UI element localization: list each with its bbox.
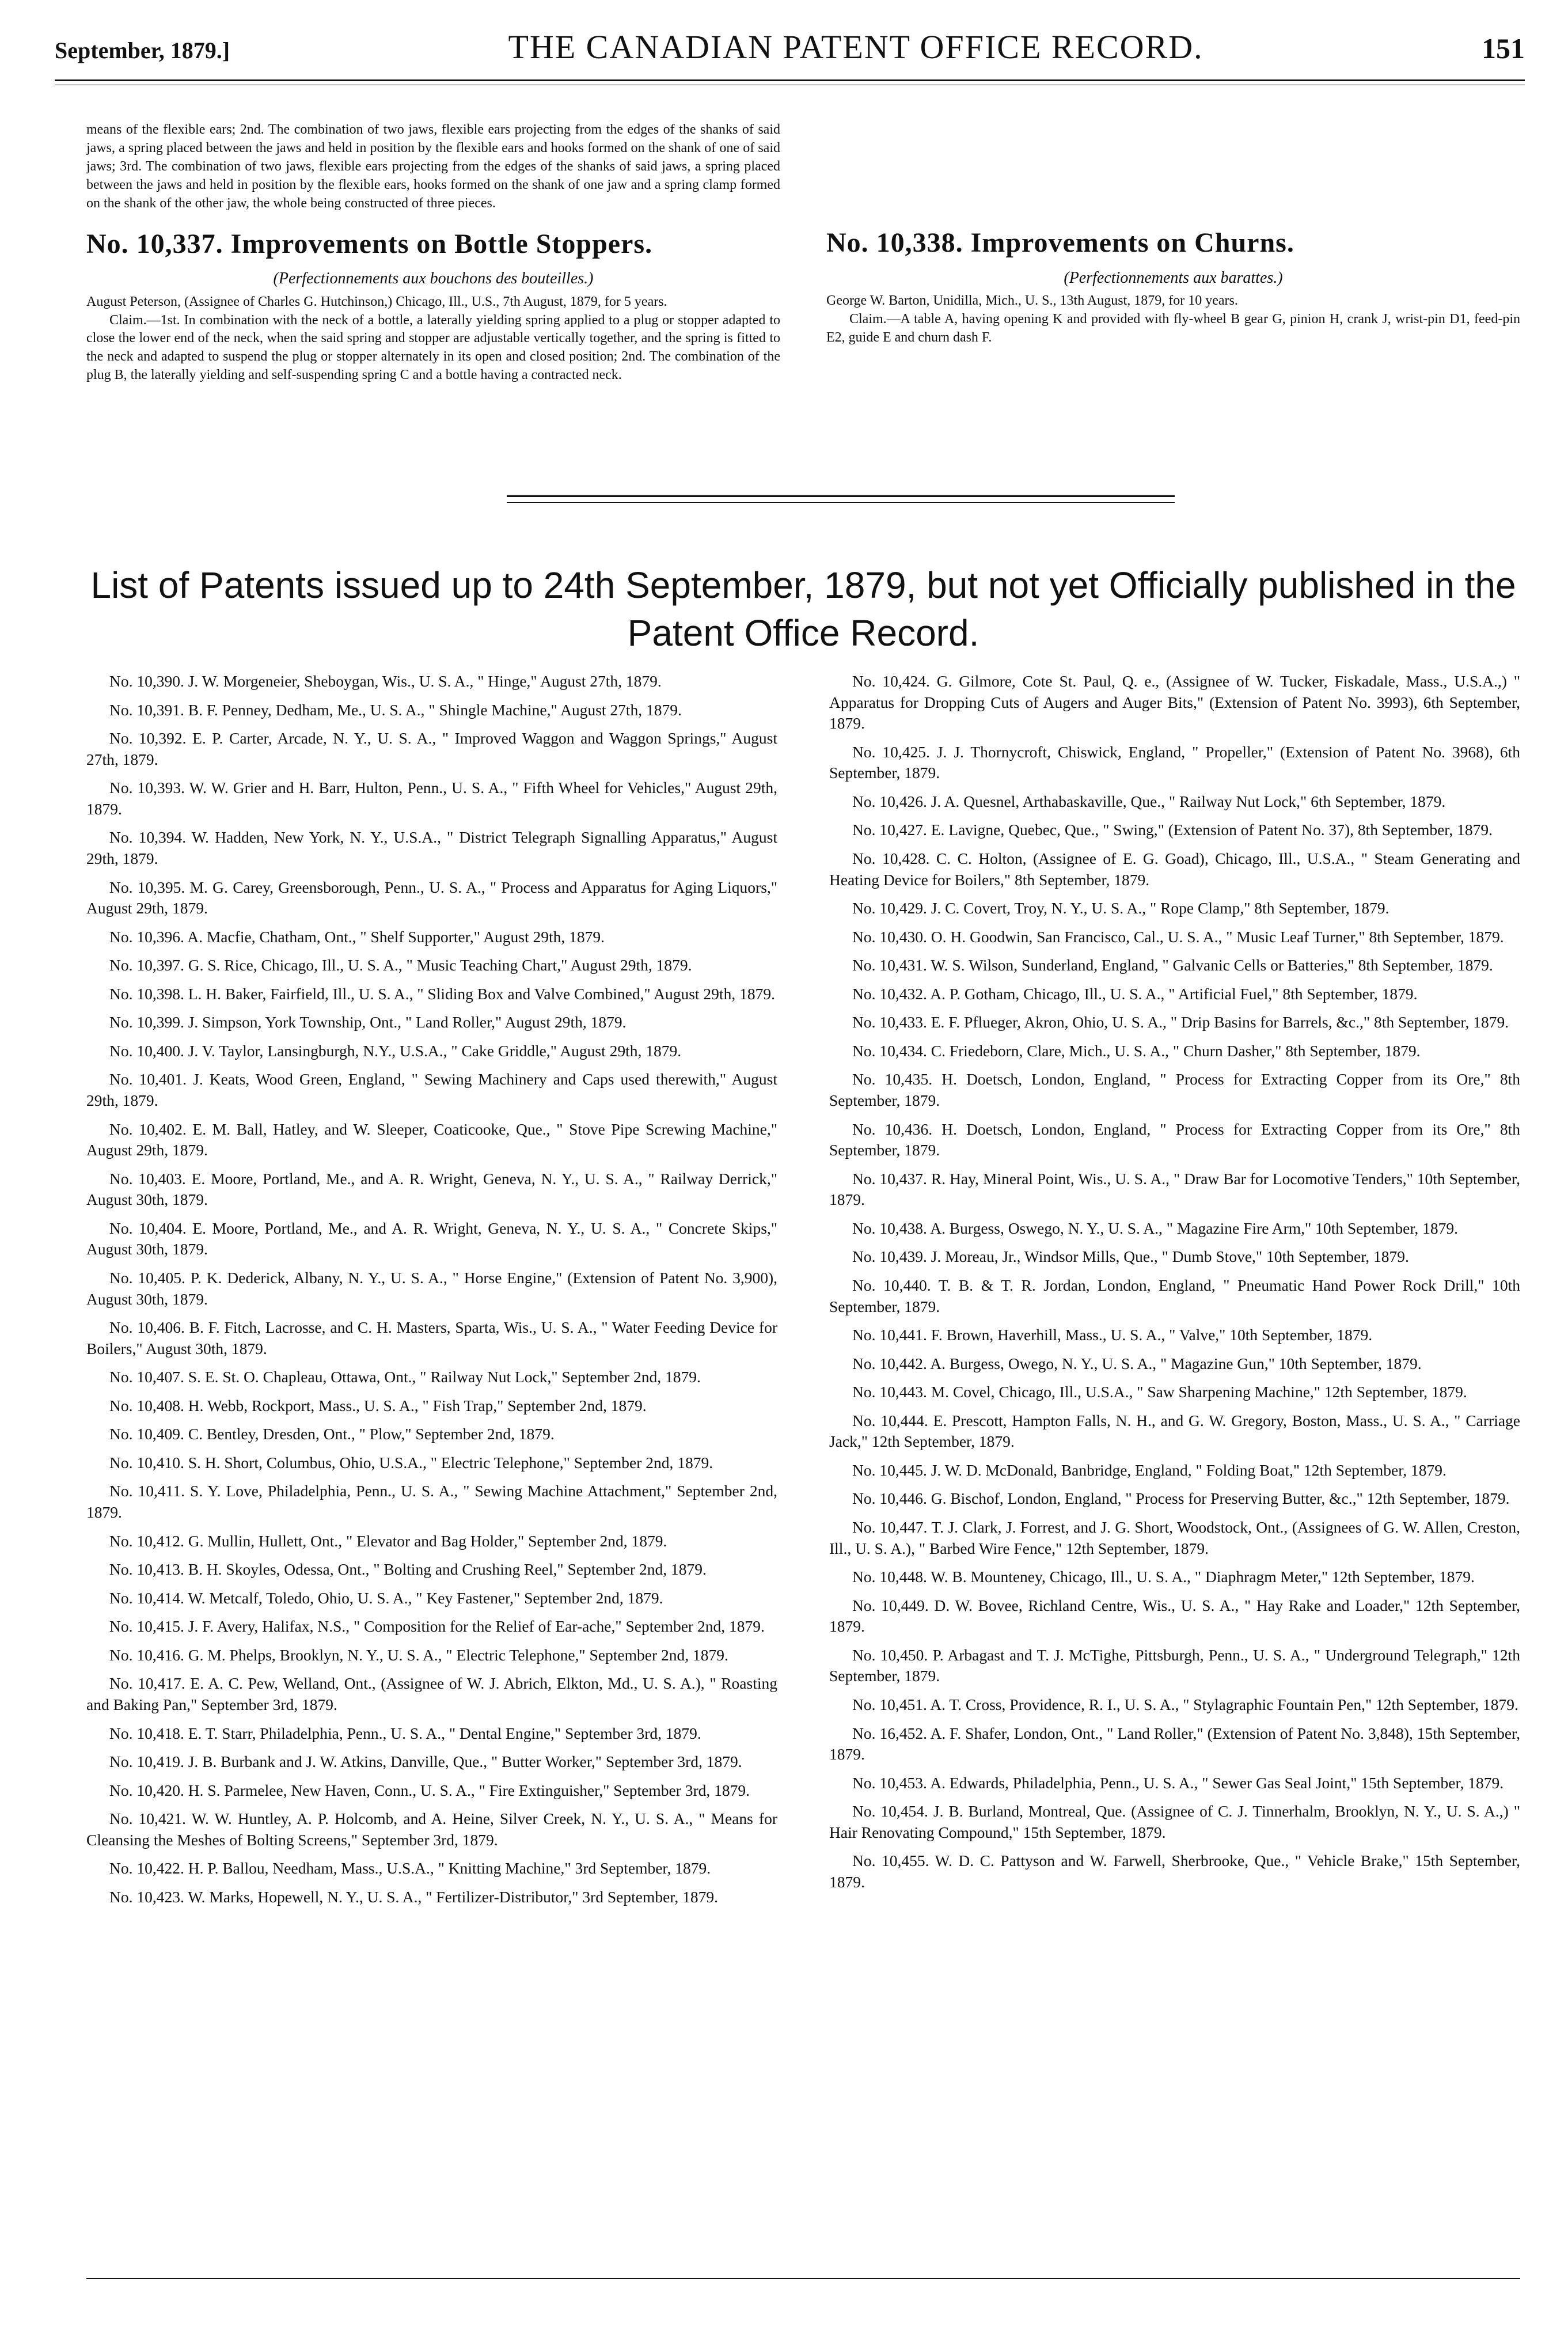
patent-entry: No. 10,411. S. Y. Love, Philadelphia, Penn., U. S. A., " Sewing Machine Attachment," September 2nd, 1879.	[86, 1482, 777, 1521]
section-divider-thin	[507, 502, 1175, 503]
patent-entry: No. 10,454. J. B. Burland, Montreal, Que. (Assignee of C. J. Tinnerhalm, Brooklyn, N. Y., U. S. A.,) " Hair Renovating Compound," 15th September, 1879.	[829, 1802, 1520, 1841]
patent-entry: No. 10,403. E. Moore, Portland, Me., and A. R. Wright, Geneva, N. Y., U. S. A., " Railway Derrick," August 30th, 1879.	[86, 1169, 777, 1209]
patent-10338-grantee: George W. Barton, Unidilla, Mich., U. S., 13th August, 1879, for 10 years.	[826, 293, 1238, 309]
patent-10337-grantee: August Peterson, (Assignee of Charles G. Hutchinson,) Chicago, Ill., U.S., 7th August, 1879, for 5 years.	[86, 294, 667, 309]
patent-entry: No. 10,433. E. F. Pflueger, Akron, Ohio, U. S. A., " Drip Basins for Barrels, &c.," 8th September, 1879.	[852, 1013, 1509, 1032]
patent-entry: No. 10,416. G. M. Phelps, Brooklyn, N. Y., U. S. A., " Electric Telephone," September 2nd, 1879.	[109, 1645, 728, 1664]
patent-list-left-column	[86, 671, 777, 2272]
top-left-column	[86, 121, 780, 484]
patent-entry: No. 10,446. G. Bischof, London, England, " Process for Preserving Butter, &c.," 12th September, 1879.	[852, 1489, 1510, 1508]
patent-entry: No. 10,423. W. Marks, Hopewell, N. Y., U. S. A., " Fertilizer-Distributor," 3rd September, 1879.	[109, 1887, 718, 1906]
patent-entry: No. 10,406. B. F. Fitch, Lacrosse, and C. H. Masters, Sparta, Wis., U. S. A., " Water Feeding Device for Boilers," August 30th, 1879.	[86, 1318, 777, 1357]
patent-entry: No. 10,397. G. S. Rice, Chicago, Ill., U. S. A., " Music Teaching Chart," August 29th, 1879.	[109, 956, 692, 974]
patent-entry: No. 10,412. G. Mullin, Hullett, Ont., " Elevator and Bag Holder," September 2nd, 1879.	[109, 1531, 667, 1550]
journal-title: THE CANADIAN PATENT OFFICE RECORD.	[508, 28, 1203, 66]
patent-entry: No. 10,447. T. J. Clark, J. Forrest, and J. G. Short, Woodstock, Ont., (Assignees of G. W. Allen, Creston, Ill., U. S. A.), " Barbed Wire Fence," 12th September, 1879.	[829, 1518, 1520, 1557]
bottom-rule	[86, 2278, 1520, 2279]
patent-entry: No. 10,398. L. H. Baker, Fairfield, Ill., U. S. A., " Sliding Box and Valve Combined," August 29th, 1879.	[109, 984, 775, 1003]
patent-entry: No. 10,391. B. F. Penney, Dedham, Me., U. S. A., " Shingle Machine," August 27th, 1879.	[109, 700, 682, 719]
patent-entry: No. 10,396. A. Macfie, Chatham, Ont., " Shelf Supporter," August 29th, 1879.	[109, 927, 605, 946]
patent-entry: No. 10,429. J. C. Covert, Troy, N. Y., U. S. A., " Rope Clamp," 8th September, 1879.	[852, 899, 1389, 917]
patent-entry: No. 10,418. E. T. Starr, Philadelphia, Penn., U. S. A., " Dental Engine," September 3rd, 1879.	[109, 1724, 701, 1742]
patent-entry: No. 10,409. C. Bentley, Dresden, Ont., " Plow," September 2nd, 1879.	[109, 1425, 555, 1443]
top-section	[86, 121, 1520, 484]
patent-entry: No. 10,390. J. W. Morgeneier, Sheboygan, Wis., U. S. A., " Hinge," August 27th, 1879.	[109, 672, 662, 690]
continuation-text: means of the flexible ears; 2nd. The combination of two jaws, flexible ears projecting from the edges of the shanks of said jaws, a spring placed between the jaws and held in position by the flexible ears and hooks formed on the shank of one of said jaws; 3rd. The combination of two jaws, flexible ears projecting from the edges of the shanks of said jaws, a spring placed between the jaws and held in position by the flexible ears, hooks formed on the shank of one jaw and a spring clamp formed on the shank of the other jaw, the whole being constructed of three pieces.	[86, 122, 780, 211]
patent-list-right-column	[829, 671, 1520, 2272]
patent-entry: No. 10,455. W. D. C. Pattyson and W. Farwell, Sherbrooke, Que., " Vehicle Brake," 15th September, 1879.	[829, 1852, 1520, 1891]
running-head	[55, 28, 1525, 79]
patent-entry: No. 10,413. B. H. Skoyles, Odessa, Ont., " Bolting and Crushing Reel," September 2nd, 1879.	[109, 1560, 707, 1579]
patent-entry: No. 10,417. E. A. C. Pew, Welland, Ont., (Assignee of W. J. Abrich, Elkton, Md., U. S. A.), " Roasting and Baking Pan," September 3rd, 1879.	[86, 1674, 777, 1713]
header-rule	[55, 79, 1525, 85]
patent-entry: No. 10,437. R. Hay, Mineral Point, Wis., U. S. A., " Draw Bar for Locomotive Tenders," 10th September, 1879.	[829, 1169, 1520, 1209]
header-date: September, 1879.]	[55, 37, 230, 63]
patent-entry: No. 10,443. M. Covel, Chicago, Ill., U.S.A., " Saw Sharpening Machine," 12th September, 1879.	[852, 1383, 1467, 1401]
patent-entry: No. 10,425. J. J. Thornycroft, Chiswick, England, " Propeller," (Extension of Patent No. 3968), 6th September, 1879.	[829, 742, 1520, 782]
page-number: 151	[1481, 32, 1525, 65]
patent-entry: No. 10,440. T. B. & T. R. Jordan, London, England, " Pneumatic Hand Power Rock Drill," 10th September, 1879.	[829, 1276, 1520, 1315]
patent-entry: No. 16,452. A. F. Shafer, London, Ont., " Land Roller," (Extension of Patent No. 3,848), 15th September, 1879.	[829, 1724, 1520, 1764]
patent-entry: No. 10,442. A. Burgess, Owego, N. Y., U. S. A., " Magazine Gun," 10th September, 1879.	[852, 1354, 1422, 1372]
top-right-column	[826, 121, 1520, 484]
patent-entry: No. 10,415. J. F. Avery, Halifax, N.S., " Composition for the Relief of Ear-ache," September 2nd, 1879.	[109, 1617, 765, 1636]
patent-entry: No. 10,426. J. A. Quesnel, Arthabaskaville, Que., " Railway Nut Lock," 6th September, 1879.	[852, 792, 1446, 810]
patent-entry: No. 10,414. W. Metcalf, Toledo, Ohio, U. S. A., " Key Fastener," September 2nd, 1879.	[109, 1588, 663, 1607]
patent-entry: No. 10,395. M. G. Carey, Greensborough, Penn., U. S. A., " Process and Apparatus for Aging Liquors," August 29th, 1879.	[86, 878, 777, 917]
patent-entry: No. 10,444. E. Prescott, Hampton Falls, N. H., and G. W. Gregory, Boston, Mass., U. S. A., " Carriage Jack," 12th September, 1879.	[829, 1411, 1520, 1451]
patent-entry: No. 10,431. W. S. Wilson, Sunderland, England, " Galvanic Cells or Batteries," 8th September, 1879.	[852, 956, 1493, 974]
patent-entry: No. 10,392. E. P. Carter, Arcade, N. Y., U. S. A., " Improved Waggon and Waggon Springs," August 27th, 1879.	[86, 729, 777, 768]
patent-entry: No. 10,401. J. Keats, Wood Green, England, " Sewing Machinery and Caps used therewith," August 29th, 1879.	[86, 1070, 777, 1109]
patent-entry: No. 10,432. A. P. Gotham, Chicago, Ill., U. S. A., " Artificial Fuel," 8th September, 1879.	[852, 984, 1418, 1003]
patent-entry: No. 10,424. G. Gilmore, Cote St. Paul, Q. e., (Assignee of W. Tucker, Fiskadale, Mass., U.S.A.,) " Apparatus for Dropping Cuts of Augers and Auger Bits," (Extension of Patent No. 3993), 6th September, 1879.	[829, 672, 1520, 733]
patent-entry: No. 10,427. E. Lavigne, Quebec, Que., " Swing," (Extension of Patent No. 37), 8th September, 1879.	[852, 821, 1493, 839]
patent-entry: No. 10,428. C. C. Holton, (Assignee of E. G. Goad), Chicago, Ill., U.S.A., " Steam Generating and Heating Device for Boilers," 8th September, 1879.	[829, 849, 1520, 889]
patent-entry: No. 10,394. W. Hadden, New York, N. Y., U.S.A., " District Telegraph Signalling Apparatus," August 29th, 1879.	[86, 828, 777, 867]
patent-10338-heading: No. 10,338. Improvements on Churns.	[826, 227, 1294, 258]
patent-entry: No. 10,434. C. Friedeborn, Clare, Mich., U. S. A., " Churn Dasher," 8th September, 1879.	[852, 1041, 1421, 1060]
patent-entry: No. 10,436. H. Doetsch, London, England, " Process for Extracting Copper from its Ore," 8th September, 1879.	[829, 1120, 1520, 1159]
patent-entry: No. 10,407. S. E. St. O. Chapleau, Ottawa, Ont., " Railway Nut Lock," September 2nd, 1879.	[109, 1368, 701, 1386]
patent-entry: No. 10,405. P. K. Dederick, Albany, N. Y., U. S. A., " Horse Engine," (Extension of Patent No. 3,900), August 30th, 1879.	[86, 1268, 777, 1308]
patent-entry: No. 10,445. J. W. D. McDonald, Banbridge, England, " Folding Boat," 12th September, 1879.	[852, 1461, 1446, 1479]
patent-list	[86, 671, 1520, 2272]
patent-10337-subtitle: (Perfectionnements aux bouchons des bouteilles.)	[273, 270, 594, 288]
patent-entry: No. 10,399. J. Simpson, York Township, Ont., " Land Roller," August 29th, 1879.	[109, 1013, 627, 1032]
section-divider	[507, 495, 1175, 497]
patent-entry: No. 10,422. H. P. Ballou, Needham, Mass., U.S.A., " Knitting Machine," 3rd September, 1879.	[109, 1859, 711, 1878]
patent-entry: No. 10,453. A. Edwards, Philadelphia, Penn., U. S. A., " Sewer Gas Seal Joint," 15th September, 1879.	[852, 1773, 1504, 1792]
patent-entry: No. 10,410. S. H. Short, Columbus, Ohio, U.S.A., " Electric Telephone," September 2nd, 1879.	[109, 1453, 713, 1472]
patent-entry: No. 10,448. W. B. Mounteney, Chicago, Ill., U. S. A., " Diaphragm Meter," 12th September, 1879.	[852, 1568, 1475, 1586]
patent-entry: No. 10,450. P. Arbagast and T. J. McTighe, Pittsburgh, Penn., U. S. A., " Underground Telegraph," 12th September, 1879.	[829, 1645, 1520, 1685]
patent-entry: No. 10,430. O. H. Goodwin, San Francisco, Cal., U. S. A., " Music Leaf Turner," 8th September, 1879.	[852, 927, 1504, 946]
patent-entry: No. 10,451. A. T. Cross, Providence, R. I., U. S. A., " Stylagraphic Fountain Pen," 12th September, 1879.	[852, 1695, 1518, 1713]
patent-entry: No. 10,438. A. Burgess, Oswego, N. Y., U. S. A., " Magazine Fire Arm," 10th September, 1879.	[852, 1219, 1459, 1237]
patent-10338-claim: Claim.—A table A, having opening K and provided with fly-wheel B gear G, pinion H, crank J, wrist-pin D1, feed-pin E2, guide E and churn dash F.	[826, 311, 1520, 345]
patent-10337-heading: No. 10,337. Improvements on Bottle Stoppers.	[86, 228, 653, 259]
patent-entry: No. 10,408. H. Webb, Rockport, Mass., U. S. A., " Fish Trap," September 2nd, 1879.	[109, 1396, 647, 1415]
patent-entry: No. 10,400. J. V. Taylor, Lansingburgh, N.Y., U.S.A., " Cake Griddle," August 29th, 1879.	[109, 1041, 682, 1060]
list-heading: List of Patents issued up to 24th September, 1879, but not yet Officially published in the Patent Office Record.	[90, 564, 1516, 654]
patent-entry: No. 10,420. H. S. Parmelee, New Haven, Conn., U. S. A., " Fire Extinguisher," September 3rd, 1879.	[109, 1781, 750, 1799]
patent-entry: No. 10,449. D. W. Bovee, Richland Centre, Wis., U. S. A., " Hay Rake and Loader," 12th September, 1879.	[829, 1596, 1520, 1636]
patent-entry: No. 10,419. J. B. Burbank and J. W. Atkins, Danville, Que., " Butter Worker," September 3rd, 1879.	[109, 1753, 742, 1771]
patent-10337-claim: Claim.—1st. In combination with the neck of a bottle, a laterally yielding spring applied to a plug or stopper adapted to close the lower end of the neck, when the said spring and stopper are adjustable vertically together, and the spring is fitted to the neck and adapted to suspend the plug or stopper alternately in its open and closed position; 2nd. The combination of the plug B, the laterally yielding and self-suspending spring C and a bottle having a contracted neck.	[86, 312, 780, 383]
patent-entry: No. 10,404. E. Moore, Portland, Me., and A. R. Wright, Geneva, N. Y., U. S. A., " Concrete Skips," August 30th, 1879.	[86, 1219, 777, 1258]
patent-entry: No. 10,435. H. Doetsch, London, England, " Process for Extracting Copper from its Ore," 8th September, 1879.	[829, 1070, 1520, 1109]
patent-entry: No. 10,439. J. Moreau, Jr., Windsor Mills, Que., " Dumb Stove," 10th September, 1879.	[852, 1247, 1409, 1266]
patent-entry: No. 10,402. E. M. Ball, Hatley, and W. Sleeper, Coaticooke, Que., " Stove Pipe Screwing Machine," August 29th, 1879.	[86, 1120, 777, 1159]
patent-entry: No. 10,441. F. Brown, Haverhill, Mass., U. S. A., " Valve," 10th September, 1879.	[852, 1326, 1373, 1344]
patent-entry: No. 10,393. W. W. Grier and H. Barr, Hulton, Penn., U. S. A., " Fifth Wheel for Vehicles," August 29th, 1879.	[86, 779, 777, 818]
patent-10338-subtitle: (Perfectionnements aux barattes.)	[1064, 268, 1283, 287]
patent-entry: No. 10,421. W. W. Huntley, A. P. Holcomb, and A. Heine, Silver Creek, N. Y., U. S. A., " Means for Cleansing the Meshes of Bolting Screens," September 3rd, 1879.	[86, 1810, 777, 1849]
